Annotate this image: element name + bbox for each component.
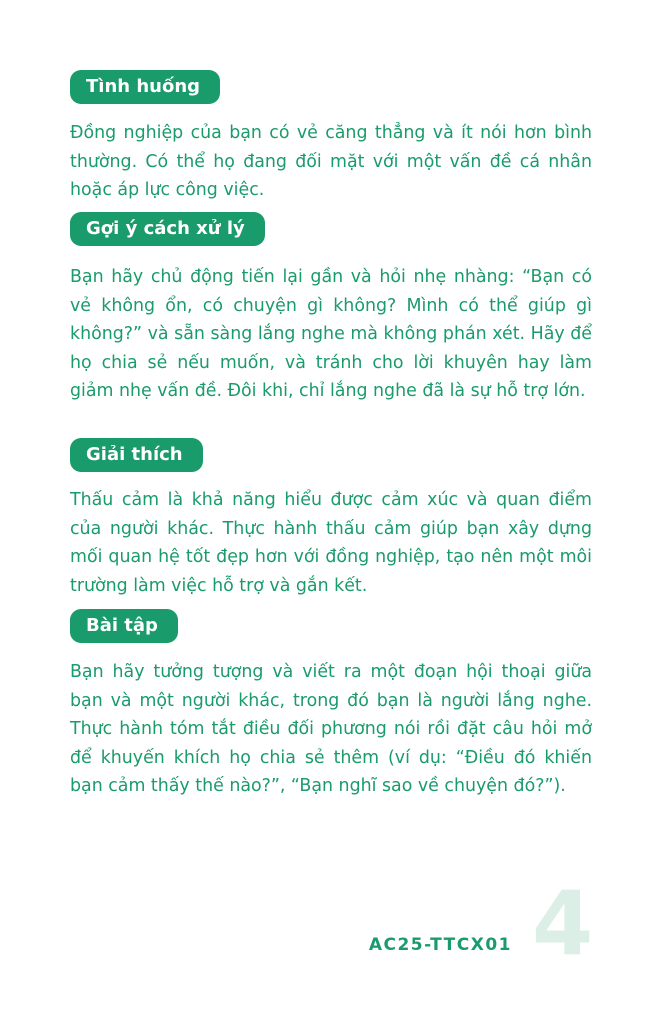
page-number: 4 — [532, 872, 594, 975]
section-label-situation: Tình huống — [70, 70, 220, 104]
section-explanation — [70, 438, 592, 600]
section-exercise — [70, 609, 592, 801]
section-text-suggestion: Bạn hãy chủ động tiến lại gần và hỏi nhẹ nhàng: “Bạn có vẻ không ổn, có chuyện gì không? Mình có thể giúp gì không?” và sẵn sàng lắng nghe mà không phán xét. Hãy để họ chia sẻ nếu muốn, và tránh cho lời khuyên hay làm giảm nhẹ vấn đề. Đôi khi, chỉ lắng nghe đã là sự hỗ trợ lớn. — [70, 267, 592, 401]
section-label-explanation: Giải thích — [70, 438, 203, 472]
section-text-explanation: Thấu cảm là khả năng hiểu được cảm xúc và quan điểm của người khác. Thực hành thấu cảm giúp bạn xây dựng mối quan hệ tốt đẹp hơn với đồng nghiệp, tạo nên một môi trường làm việc hỗ trợ và gắn kết. — [70, 490, 592, 596]
section-text-situation: Đồng nghiệp của bạn có vẻ căng thẳng và ít nói hơn bình thường. Có thể họ đang đối mặt với một vấn đề cá nhân hoặc áp lực công việc. — [70, 123, 592, 200]
document-code: AC25-TTCX01 — [368, 935, 512, 955]
section-text-exercise: Bạn hãy tưởng tượng và viết ra một đoạn hội thoại giữa bạn và một người khác, trong đó bạn là người lắng nghe. Thực hành tóm tắt điều đối phương nói rồi đặt câu hỏi mở để khuyến khích họ chia sẻ thêm (ví dụ: “Điều đó khiến bạn cảm thấy thế nào?”, “Bạn nghĩ sao về chuyện đó?”). — [70, 662, 592, 796]
section-label-suggestion: Gợi ý cách xử lý — [70, 212, 265, 246]
section-suggestion — [70, 212, 592, 406]
section-situation — [70, 70, 592, 205]
section-label-exercise: Bài tập — [70, 609, 178, 643]
